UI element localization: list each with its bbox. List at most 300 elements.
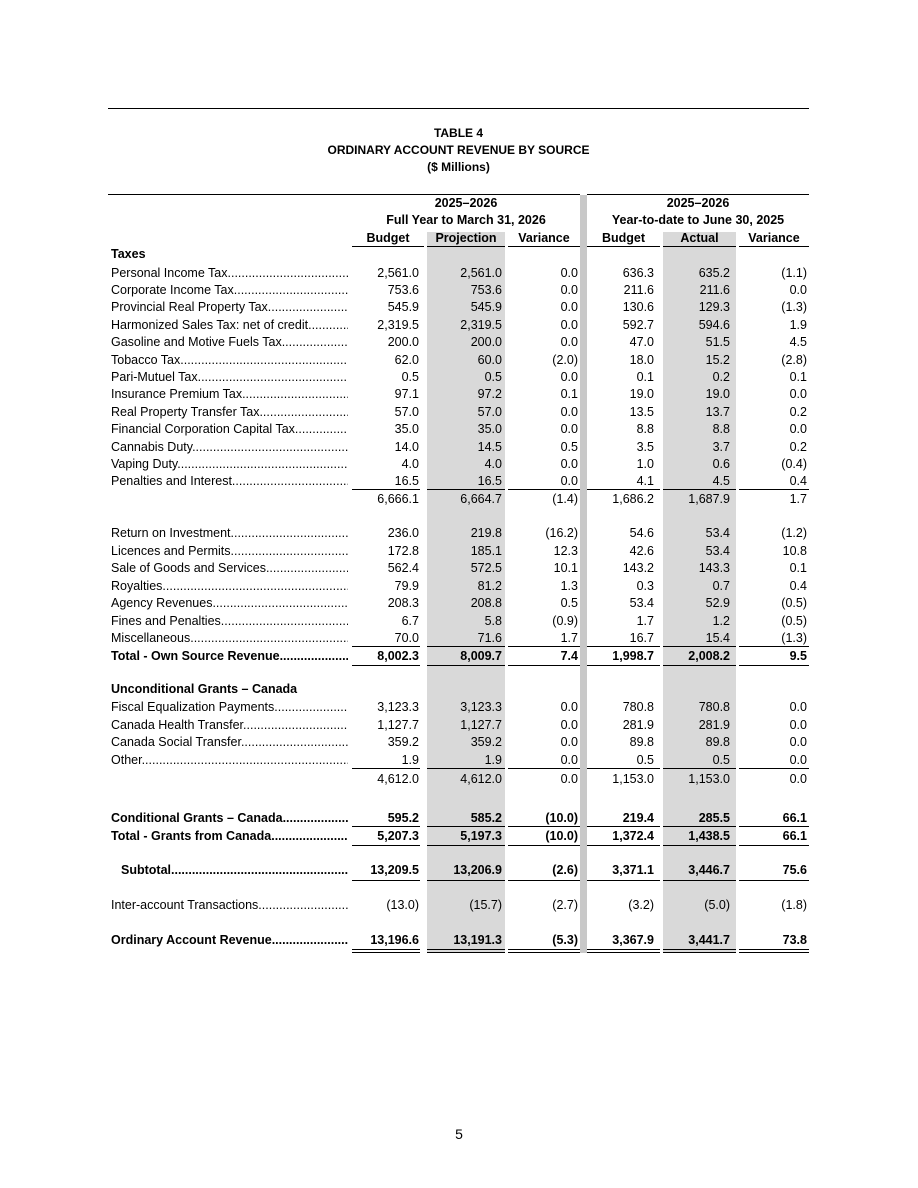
col-header-variance: Variance — [518, 231, 570, 245]
cell-value: 6,666.1 — [377, 492, 419, 506]
cell-value: 200.0 — [387, 335, 419, 349]
cell-value: 1,153.0 — [612, 772, 654, 786]
table-row — [0, 543, 918, 560]
cell-value: 236.0 — [387, 526, 419, 540]
total-rule — [508, 845, 580, 846]
cell-value: 71.6 — [477, 631, 502, 645]
table-row — [0, 282, 918, 299]
col-underline — [352, 246, 424, 247]
cell-value: 0.0 — [789, 753, 807, 767]
cell-value: 13,191.3 — [453, 933, 502, 947]
cell-value: 19.0 — [629, 387, 654, 401]
row-label: Miscellaneous ..... — [111, 630, 348, 647]
total-rule — [352, 952, 420, 953]
cell-value: 8.8 — [636, 422, 654, 436]
cell-value: 1,127.7 — [460, 718, 502, 732]
cell-value: 4,612.0 — [377, 772, 419, 786]
cell-value: 15.2 — [705, 353, 730, 367]
cell-value: 2,319.5 — [377, 318, 419, 332]
cell-value: 18.0 — [629, 353, 654, 367]
total-rule — [352, 768, 420, 769]
cell-value: 5,207.3 — [377, 829, 419, 843]
cell-value: 13.7 — [705, 405, 730, 419]
cell-value: 2,319.5 — [460, 318, 502, 332]
total-rule — [663, 826, 736, 827]
total-rule — [508, 768, 580, 769]
total-rule — [587, 826, 660, 827]
cell-value: 5.8 — [484, 614, 502, 628]
cell-value: 2,561.0 — [377, 266, 419, 280]
cell-value: (16.2) — [545, 526, 578, 540]
row-label: Cannabis Duty ..... — [111, 439, 348, 456]
section-taxes: Taxes — [111, 247, 146, 261]
cell-value: 0.5 — [560, 440, 578, 454]
table-row — [0, 473, 918, 490]
cell-value: 97.1 — [394, 387, 419, 401]
cell-value: 0.5 — [712, 753, 730, 767]
total-rule — [587, 768, 660, 769]
row-label: Agency Revenues ..... — [111, 595, 348, 612]
table-row — [0, 421, 918, 438]
cell-value: 3,446.7 — [688, 863, 730, 877]
table-row — [0, 752, 918, 769]
cell-value: 54.6 — [629, 526, 654, 540]
cell-value: 219.4 — [622, 811, 654, 825]
table-title: ORDINARY ACCOUNT REVENUE BY SOURCE — [327, 143, 590, 157]
total-rule — [427, 489, 505, 490]
cell-value: 1.7 — [789, 492, 807, 506]
cell-value: 780.8 — [698, 700, 730, 714]
row-label: Other ..... — [111, 752, 348, 769]
cell-value: 0.0 — [560, 318, 578, 332]
cell-value: 1,687.9 — [688, 492, 730, 506]
total-rule — [587, 952, 660, 953]
cell-value: 0.6 — [712, 457, 730, 471]
total-rule — [739, 768, 809, 769]
total-rule — [427, 880, 505, 881]
cell-value: 635.2 — [698, 266, 730, 280]
col-header-actual: Actual — [680, 231, 719, 245]
total-rule — [352, 880, 420, 881]
row-label: Return on Investment ..... — [111, 525, 348, 542]
total-rule — [739, 665, 809, 666]
cell-value: 0.0 — [560, 405, 578, 419]
col-underline — [587, 246, 660, 247]
cell-value: (2.8) — [781, 353, 807, 367]
col-underline — [427, 246, 505, 247]
table-row — [0, 771, 918, 788]
group-year-right: 2025–2026 — [666, 196, 730, 210]
table-row — [0, 299, 918, 316]
cell-value: 0.4 — [789, 474, 807, 488]
cell-value: 0.5 — [560, 596, 578, 610]
row-label: Total - Grants from Canada ..... — [111, 828, 348, 845]
cell-value: 13.5 — [629, 405, 654, 419]
row-label: Ordinary Account Revenue ..... — [111, 932, 348, 949]
cell-value: 0.0 — [789, 422, 807, 436]
total-rule — [739, 489, 809, 490]
cell-value: 0.0 — [560, 753, 578, 767]
cell-value: (2.7) — [552, 898, 578, 912]
cell-value: 594.6 — [698, 318, 730, 332]
total-rule — [352, 489, 420, 490]
row-label: Fiscal Equalization Payments ..... — [111, 699, 348, 716]
row-label: Licences and Permits ..... — [111, 543, 348, 560]
cell-value: 97.2 — [477, 387, 502, 401]
cell-value: 4,612.0 — [460, 772, 502, 786]
cell-value: 0.2 — [789, 405, 807, 419]
cell-value: 0.1 — [789, 561, 807, 575]
cell-value: 6.7 — [401, 614, 419, 628]
col-header-budget: Budget — [366, 231, 410, 245]
cell-value: 219.8 — [470, 526, 502, 540]
table-row — [0, 734, 918, 751]
cell-value: 636.3 — [622, 266, 654, 280]
cell-value: 3.7 — [712, 440, 730, 454]
cell-value: 60.0 — [477, 353, 502, 367]
cell-value: 1,998.7 — [612, 649, 654, 663]
total-rule — [508, 489, 580, 490]
table-row — [0, 491, 918, 508]
total-rule — [427, 826, 505, 827]
cell-value: 208.3 — [387, 596, 419, 610]
total-rule — [739, 949, 809, 950]
table-row — [0, 595, 918, 612]
row-label: Provincial Real Property Tax ..... — [111, 299, 348, 316]
cell-value: 0.0 — [560, 283, 578, 297]
total-rule — [663, 768, 736, 769]
cell-value: 16.5 — [477, 474, 502, 488]
total-rule — [663, 646, 736, 647]
table-row — [0, 369, 918, 386]
cell-value: 0.0 — [789, 735, 807, 749]
cell-value: 281.9 — [622, 718, 654, 732]
table-row — [0, 699, 918, 716]
total-rule — [739, 952, 809, 953]
cell-value: (0.5) — [781, 596, 807, 610]
cell-value: 0.0 — [789, 387, 807, 401]
cell-value: 13,206.9 — [453, 863, 502, 877]
cell-value: 359.2 — [470, 735, 502, 749]
row-label: Inter-account Transactions ..... — [111, 897, 348, 914]
col-underline — [739, 246, 809, 247]
cell-value: 0.0 — [560, 370, 578, 384]
row-label: Real Property Transfer Tax ..... — [111, 404, 348, 421]
table-row — [0, 560, 918, 577]
cell-value: 10.1 — [553, 561, 578, 575]
table-row — [0, 386, 918, 403]
cell-value: 2,561.0 — [460, 266, 502, 280]
total-rule — [427, 768, 505, 769]
top-rule — [108, 108, 809, 109]
section-unconditional-grants: Unconditional Grants – Canada — [111, 682, 298, 696]
cell-value: 51.5 — [705, 335, 730, 349]
total-rule — [587, 665, 660, 666]
cell-value: (0.5) — [781, 614, 807, 628]
cell-value: 0.3 — [636, 579, 654, 593]
cell-value: 8,009.7 — [460, 649, 502, 663]
cell-value: (2.6) — [552, 863, 578, 877]
cell-value: 0.0 — [560, 772, 578, 786]
group-period-right: Year-to-date to June 30, 2025 — [611, 213, 785, 227]
cell-value: 35.0 — [394, 422, 419, 436]
cell-value: 53.4 — [705, 544, 730, 558]
total-rule — [663, 952, 736, 953]
row-label: Insurance Premium Tax ..... — [111, 386, 348, 403]
cell-value: 0.4 — [789, 579, 807, 593]
cell-value: 3,367.9 — [612, 933, 654, 947]
cell-value: 0.0 — [560, 266, 578, 280]
cell-value: 0.0 — [789, 700, 807, 714]
cell-value: (1.8) — [781, 898, 807, 912]
table-row — [0, 456, 918, 473]
cell-value: 200.0 — [470, 335, 502, 349]
total-rule — [427, 646, 505, 647]
cell-value: 4.1 — [636, 474, 654, 488]
cell-value: 0.1 — [636, 370, 654, 384]
cell-value: 52.9 — [705, 596, 730, 610]
cell-value: 0.0 — [560, 422, 578, 436]
group-period-left: Full Year to March 31, 2026 — [386, 213, 546, 227]
col-underline — [508, 246, 580, 247]
cell-value: 172.8 — [387, 544, 419, 558]
row-label: Conditional Grants – Canada ..... — [111, 810, 348, 827]
cell-value: (10.0) — [545, 829, 578, 843]
row-label: Canada Social Transfer ..... — [111, 734, 348, 751]
cell-value: (2.0) — [552, 353, 578, 367]
cell-value: 12.3 — [553, 544, 578, 558]
total-rule — [587, 949, 660, 950]
cell-value: 14.5 — [477, 440, 502, 454]
table-row — [0, 265, 918, 282]
cell-value: 1,153.0 — [688, 772, 730, 786]
cell-value: 0.0 — [560, 718, 578, 732]
cell-value: 3,371.1 — [612, 863, 654, 877]
row-label: Gasoline and Motive Fuels Tax ..... — [111, 334, 348, 351]
total-rule — [352, 665, 420, 666]
cell-value: (1.4) — [552, 492, 578, 506]
row-label: Royalties ..... — [111, 578, 348, 595]
cell-value: 8.8 — [712, 422, 730, 436]
cell-value: 0.1 — [789, 370, 807, 384]
row-label: Vaping Duty ..... — [111, 456, 348, 473]
total-rule — [427, 952, 505, 953]
table-row — [0, 525, 918, 542]
cell-value: 1.7 — [560, 631, 578, 645]
cell-value: 0.5 — [484, 370, 502, 384]
cell-value: 0.0 — [560, 300, 578, 314]
total-rule — [587, 845, 660, 846]
cell-value: 129.3 — [698, 300, 730, 314]
table-label: TABLE 4 — [433, 126, 484, 140]
cell-value: 0.0 — [560, 700, 578, 714]
col-underline — [663, 246, 736, 247]
table-row — [0, 439, 918, 456]
cell-value: 1,127.7 — [377, 718, 419, 732]
cell-value: (0.9) — [552, 614, 578, 628]
cell-value: 0.0 — [789, 283, 807, 297]
row-label: Harmonized Sales Tax: net of credit ..... — [111, 317, 348, 334]
cell-value: 57.0 — [477, 405, 502, 419]
cell-value: 753.6 — [470, 283, 502, 297]
cell-value: 35.0 — [477, 422, 502, 436]
cell-value: 10.8 — [782, 544, 807, 558]
table-row — [0, 717, 918, 734]
cell-value: 753.6 — [387, 283, 419, 297]
cell-value: 89.8 — [629, 735, 654, 749]
row-label: Penalties and Interest ..... — [111, 473, 348, 490]
cell-value: 0.1 — [560, 387, 578, 401]
cell-value: 4.5 — [789, 335, 807, 349]
cell-value: 89.8 — [705, 735, 730, 749]
cell-value: 16.7 — [629, 631, 654, 645]
cell-value: 1.3 — [560, 579, 578, 593]
cell-value: 42.6 — [629, 544, 654, 558]
total-rule — [352, 845, 420, 846]
cell-value: (1.2) — [781, 526, 807, 540]
table-row — [0, 317, 918, 334]
cell-value: 66.1 — [782, 829, 807, 843]
cell-value: 1,686.2 — [612, 492, 654, 506]
total-rule — [663, 489, 736, 490]
cell-value: 1.2 — [712, 614, 730, 628]
cell-value: 0.5 — [401, 370, 419, 384]
table-row — [0, 578, 918, 595]
cell-value: 16.5 — [394, 474, 419, 488]
cell-value: (1.3) — [781, 300, 807, 314]
cell-value: 13,196.6 — [370, 933, 419, 947]
table-row — [0, 630, 918, 647]
cell-value: 4.5 — [712, 474, 730, 488]
cell-value: 0.0 — [560, 735, 578, 749]
cell-value: 4.0 — [484, 457, 502, 471]
total-rule — [427, 665, 505, 666]
cell-value: 0.5 — [636, 753, 654, 767]
total-rule — [663, 880, 736, 881]
total-rule — [508, 880, 580, 881]
table-row — [0, 648, 918, 665]
row-label: Financial Corporation Capital Tax ..... — [111, 421, 348, 438]
total-rule — [587, 880, 660, 881]
cell-value: 545.9 — [470, 300, 502, 314]
cell-value: 2,008.2 — [688, 649, 730, 663]
cell-value: 7.4 — [560, 649, 578, 663]
cell-value: 66.1 — [782, 811, 807, 825]
cell-value: 545.9 — [387, 300, 419, 314]
cell-value: 208.8 — [470, 596, 502, 610]
cell-value: 62.0 — [394, 353, 419, 367]
cell-value: 53.4 — [629, 596, 654, 610]
cell-value: 1.0 — [636, 457, 654, 471]
group-year-left: 2025–2026 — [434, 196, 498, 210]
col-header-ytd-budget: Budget — [601, 231, 646, 245]
cell-value: 592.7 — [622, 318, 654, 332]
cell-value: 3,441.7 — [688, 933, 730, 947]
table-row — [0, 932, 918, 949]
cell-value: 9.5 — [789, 649, 807, 663]
cell-value: 75.6 — [782, 863, 807, 877]
cell-value: (5.3) — [552, 933, 578, 947]
total-rule — [587, 489, 660, 490]
total-rule — [508, 826, 580, 827]
cell-value: 3,123.3 — [460, 700, 502, 714]
total-rule — [508, 665, 580, 666]
cell-value: 1.9 — [401, 753, 419, 767]
cell-value: (0.4) — [781, 457, 807, 471]
cell-value: 14.0 — [394, 440, 419, 454]
cell-value: 3.5 — [636, 440, 654, 454]
total-rule — [508, 949, 580, 950]
cell-value: 585.2 — [470, 811, 502, 825]
cell-value: 572.5 — [470, 561, 502, 575]
row-label: Personal Income Tax ..... — [111, 265, 348, 282]
cell-value: 8,002.3 — [377, 649, 419, 663]
col-header-projection: Projection — [435, 231, 497, 245]
total-rule — [739, 880, 809, 881]
row-label: Fines and Penalties ..... — [111, 613, 348, 630]
total-rule — [508, 646, 580, 647]
cell-value: (5.0) — [704, 898, 730, 912]
total-rule — [663, 665, 736, 666]
cell-value: 0.7 — [712, 579, 730, 593]
total-rule — [739, 826, 809, 827]
cell-value: 1.7 — [636, 614, 654, 628]
cell-value: 143.2 — [622, 561, 654, 575]
total-rule — [427, 845, 505, 846]
cell-value: 73.8 — [782, 933, 807, 947]
cell-value: 19.0 — [705, 387, 730, 401]
row-label: Sale of Goods and Services ..... — [111, 560, 348, 577]
cell-value: (1.3) — [781, 631, 807, 645]
cell-value: 15.4 — [705, 631, 730, 645]
cell-value: (13.0) — [386, 898, 419, 912]
cell-value: 0.2 — [789, 440, 807, 454]
table-row — [0, 862, 918, 879]
total-rule — [352, 826, 420, 827]
cell-value: 4.0 — [401, 457, 419, 471]
row-label: Total - Own Source Revenue ..... — [111, 648, 348, 665]
cell-value: (1.1) — [781, 266, 807, 280]
cell-value: 57.0 — [394, 405, 419, 419]
page-number: 5 — [455, 1126, 463, 1142]
total-rule — [587, 646, 660, 647]
table-row — [0, 810, 918, 827]
table-row — [0, 897, 918, 914]
cell-value: 0.0 — [789, 772, 807, 786]
table-row — [0, 352, 918, 369]
total-rule — [352, 949, 420, 950]
row-label: Tobacco Tax ..... — [111, 352, 348, 369]
cell-value: 13,209.5 — [370, 863, 419, 877]
total-rule — [663, 845, 736, 846]
cell-value: 281.9 — [698, 718, 730, 732]
cell-value: 1.9 — [484, 753, 502, 767]
cell-value: 53.4 — [705, 526, 730, 540]
row-label: Corporate Income Tax ..... — [111, 282, 348, 299]
cell-value: 562.4 — [387, 561, 419, 575]
cell-value: 0.0 — [789, 718, 807, 732]
header-rule-right — [587, 194, 809, 195]
cell-value: 0.2 — [712, 370, 730, 384]
cell-value: 81.2 — [477, 579, 502, 593]
cell-value: (10.0) — [545, 811, 578, 825]
cell-value: 211.6 — [623, 283, 654, 297]
cell-value: 79.9 — [394, 579, 419, 593]
cell-value: 285.5 — [698, 811, 730, 825]
table-row — [0, 404, 918, 421]
table-row — [0, 613, 918, 630]
cell-value: 1.9 — [789, 318, 807, 332]
